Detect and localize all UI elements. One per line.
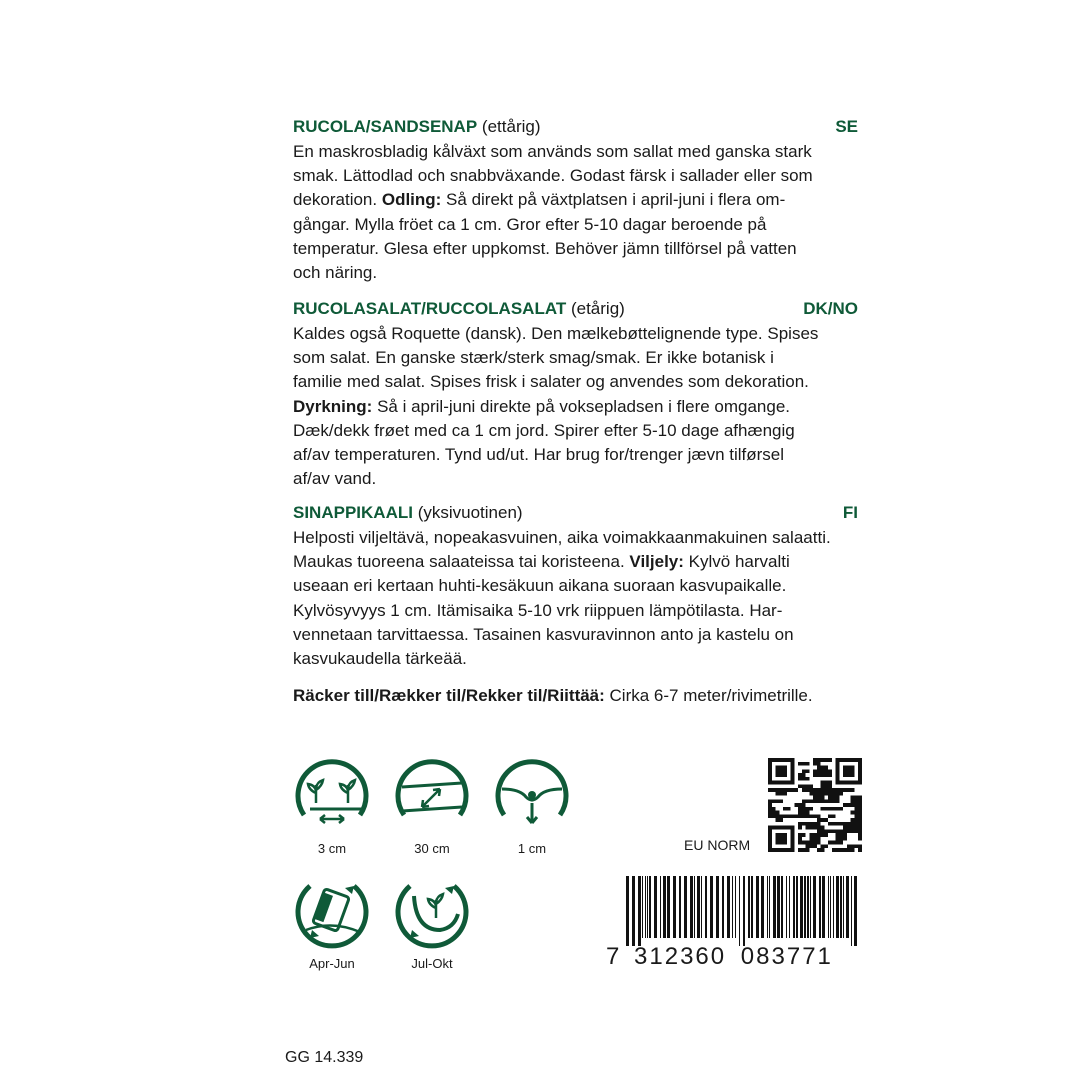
section-header: [293, 296, 858, 322]
body-line: kasvukaudella tärkeää.: [293, 649, 467, 669]
row-spacing-icon: [392, 757, 472, 837]
sowing-depth-label: 1 cm: [517, 841, 547, 856]
section-qualifier: (etårig): [570, 299, 625, 318]
body-line: som salat. En ganske stærk/sterk smag/smak. Er ikke botanisk i: [293, 348, 774, 368]
plant-spacing-icon: [292, 757, 372, 837]
section-qualifier: (yksivuotinen): [417, 503, 523, 522]
eu-norm-label: EU NORM: [684, 837, 751, 853]
yield-value: Cirka 6-7 meter/rivimetrille.: [604, 686, 813, 705]
bold-keyword: Viljely:: [629, 552, 684, 572]
section-title: SINAPPIKAALI: [293, 503, 413, 522]
section-dk-no: [293, 296, 858, 491]
body-line: En maskrosbladig kålväxt som används som sallat med ganska stark: [293, 142, 812, 161]
language-code: SE: [835, 117, 858, 136]
bold-keyword: Dyrkning:: [293, 396, 373, 416]
section-body: [293, 322, 858, 491]
body-line: [293, 395, 858, 419]
body-text: Maukas tuoreena salaateissa tai koristeena.: [293, 552, 630, 572]
body-line: temperatur. Glesa efter uppkomst. Behöver jämn tillförsel på vatten: [293, 238, 797, 258]
harvest-time-icon: [392, 872, 472, 952]
sowing-time-icon: [292, 872, 372, 952]
section-header: [293, 114, 858, 140]
barcode-digits-right: 083771: [740, 943, 833, 970]
section-se: [293, 114, 858, 285]
qr-code: [768, 758, 862, 852]
body-line: familie med salat. Spises frisk i salater og anvendes som dekoration.: [293, 372, 809, 392]
body-line: Helposti viljeltävä, nopeakasvuinen, aika voimakkaanmakuinen salaatti.: [293, 528, 831, 547]
yield-line: [293, 684, 858, 708]
section-body: [293, 526, 858, 671]
body-line: af/av temperaturen. Tynd ud/ut. Har brug for/trenger jævn tilførsel: [293, 445, 785, 465]
section-fi: [293, 500, 858, 671]
body-text: Kylvö harvalti: [683, 552, 790, 572]
body-line: useaan eri kertaan huhti-kesäkuun aikana suoraan kasvupaikalle.: [293, 576, 787, 596]
body-line: af/av vand.: [293, 469, 377, 489]
sowing-time-label: Apr-Jun: [309, 956, 355, 971]
body-line: [293, 188, 858, 212]
barcode-digits-left: 312360: [634, 943, 727, 970]
section-qualifier: (ettårig): [481, 117, 541, 136]
plant-spacing-label: 3 cm: [317, 841, 347, 856]
section-title: RUCOLA/SANDSENAP: [293, 117, 478, 136]
barcode-digits: [606, 943, 833, 971]
yield-label: Räcker till/Rækker til/Rekker til/Riittää:: [293, 686, 605, 705]
language-code: FI: [842, 503, 858, 522]
bold-keyword: Odling:: [381, 190, 442, 210]
body-line: och näring.: [293, 263, 378, 283]
row-spacing-label: 30 cm: [414, 841, 450, 856]
harvest-time-label: Jul-Okt: [411, 956, 453, 971]
body-line: Kylvösyvyys 1 cm. Itämisaika 5-10 vrk riippuen lämpötilasta. Har-: [293, 600, 783, 620]
body-text: Så i april-juni direkte på voksepladsen i flere omgange.: [372, 396, 791, 416]
barcode-digit-first: 7: [606, 943, 622, 970]
body-line: smak. Lättodlad och snabbväxande. Godast färsk i sallader eller som: [293, 166, 813, 186]
sowing-depth-icon: [492, 757, 572, 837]
article-code: GG 14.339: [285, 1049, 364, 1066]
body-text: dekoration.: [293, 190, 382, 210]
section-header: [293, 500, 858, 526]
section-title: RUCOLASALAT/RUCCOLASALAT: [293, 299, 567, 318]
section-body: [293, 140, 858, 285]
barcode: [622, 876, 862, 946]
body-line: Dæk/dekk frøet med ca 1 cm jord. Spirer efter 5-10 dage afhængig: [293, 420, 795, 440]
language-code: DK/NO: [803, 299, 858, 318]
body-line: gångar. Mylla fröet ca 1 cm. Gror efter 5-10 dagar beroende på: [293, 214, 767, 234]
body-line: [293, 550, 858, 574]
body-text: Så direkt på växtplatsen i april-juni i flera om-: [441, 190, 786, 210]
body-line: vennetaan tarvittaessa. Tasainen kasvuravinnon anto ja kastelu on: [293, 624, 794, 644]
body-line: Kaldes også Roquette (dansk). Den mælkebøttelignende type. Spises: [293, 324, 819, 343]
